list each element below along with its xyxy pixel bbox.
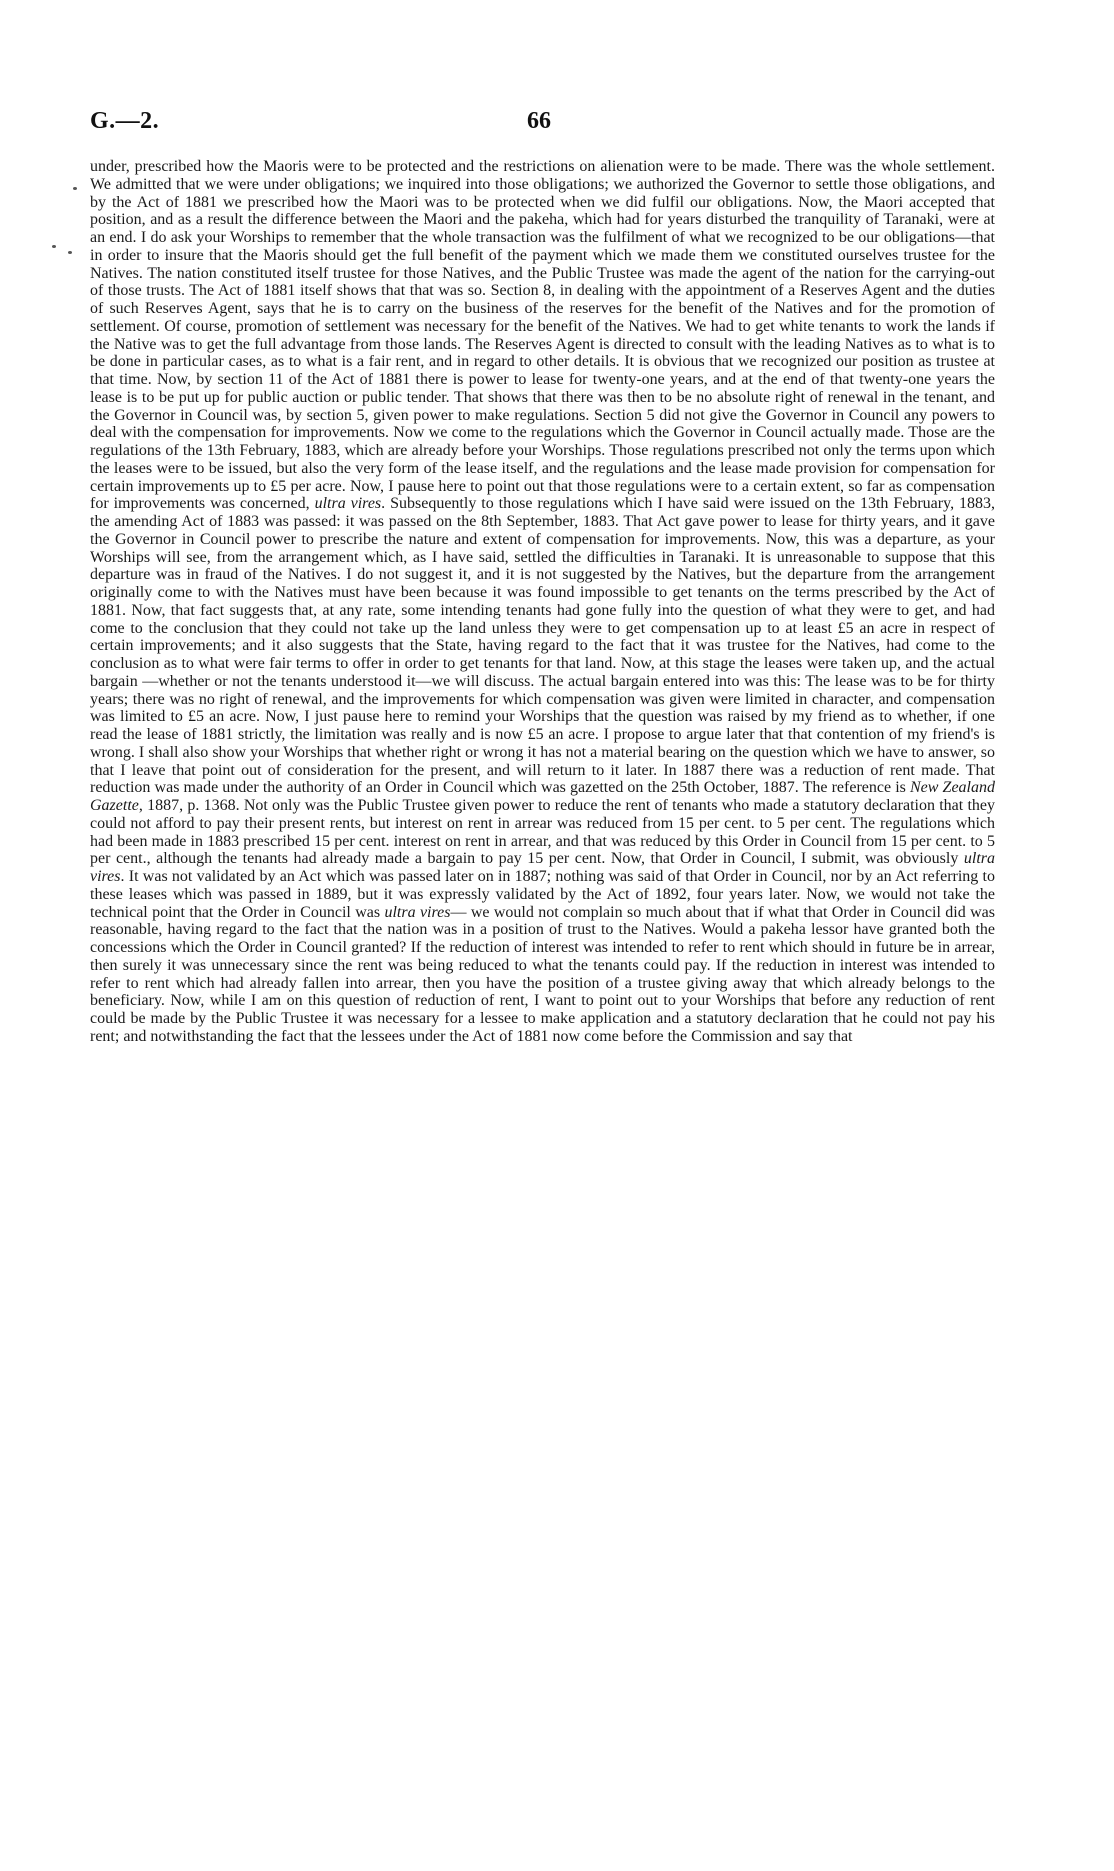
page-header xyxy=(90,108,995,142)
italic-term: ultra vires xyxy=(90,850,995,885)
italic-term: ultra vires xyxy=(384,903,451,921)
margin-speck xyxy=(52,245,56,248)
body-text xyxy=(90,158,995,1046)
text-run: under, prescribed how the Maoris were to be protected and the restrictions on alienation were to be made. There was the whole settlement. We admitted that we were under obligations; we inquired into those obligations; we authorized the Governor to settle those obligations, and by the Act of 1881 we prescribed how the Maori was to be protected when we did fulfil our obligations. Now, the Maori accepted that position, and as a result the difference between the Maori and the pakeha, which had for years disturbed the tranquility of Taranaki, were at an end. I do ask your Worships to remember that the whole transaction was the fulfilment of what we recognized to be our obligations—that in order to insure that the Maoris should get the full benefit of the payment which we made them we constituted ourselves trustee for the Natives. The nation constituted itself trustee for those Natives, and the Public Trustee was made the agent of the nation for the carrying-out of those trusts. The Act of 1881 itself shows that that was so. Section 8, in dealing with the appointment of a Reserves Agent and the duties of such Reserves Agent, says that he is to carry on the business of the reserves for the benefit of the Natives and for the promotion of settlement. Of course, promotion of settlement was necessary for the benefit of the Natives. We had to get white tenants to work the lands if the Native was to get the full advantage from those lands. The Reserves Agent is directed to consult with the leading Natives as to what is to be done in particular cases, as to what is a fair rent, and in regard to other details. It is obvious that we recognized our position as trustee at that time. Now, by section 11 of the Act of 1881 there is power to lease for twenty-one years, and at the end of that twenty-one years the lease is to be put up for public auction or public tender. That shows that there was then to be no absolute right of renewal in the tenant, and the Governor in Council was, by section 5, given power to make regulations. Section 5 did not give the Governor in Council any powers to deal with the compensation for improvements. Now we come to the regulations which the Governor in Council actually made. Those are the regulations of the 13th February, 1883, which are already before your Worships. Those regulations prescribed not only the terms upon which the leases were to be issued, but also the very form of the lease itself, and the regulations and the lease made provision for compensation for certain improvements up to £5 per acre. Now, I pause here to point out that those regulations were to a certain extent, so far as compensation for improvements was concerned, xyxy=(90,158,995,513)
page-number: 66 xyxy=(527,108,551,134)
italic-term: ultra vires xyxy=(314,495,382,513)
text-run: — we would not complain so much about that if what that Order in Council did was reasonable, having regard to the fact that the nation was in a position of trust to the Natives. Would a pakeha lessor have granted both the concessions which the Order in Council granted? If the reduction of interest was intended to refer to rent which should in future be in arrear, then surely it was unnecessary since the rent was being reduced to what the tenants could pay. If the reduction in interest was intended to refer to rent which had already fallen into arrear, then you have the position of a trustee giving away that which already belongs to the beneficiary. Now, while I am on this question of reduction of rent, I want to point out to your Worships that before any reduction of rent could be made by the Public Trustee it was necessary for a lessee to make application and a statutory declaration that he could not pay his rent; and notwithstanding the fact that the lessees under the Act of 1881 now come before the Commission and say that xyxy=(90,903,995,1045)
text-run: , 1887, p. 1368. Not only was the Public Trustee given power to reduce the rent of tenants who made a statutory declaration that they could not afford to pay their present rents, but interest on rent in arrear was reduced from 15 per cent. to 5 per cent. The regulations which had been made in 1883 prescribed 15 per cent. interest on rent in arrear, and that was reduced by this Order in Council from 15 per cent. to 5 per cent., although the tenants had already made a bargain to pay 15 per cent. Now, that Order in Council, I submit, was obviously xyxy=(90,797,995,868)
text-run: . Subsequently to those regulations which I have said were issued on the 13th February, 1883, the amending Act of 1883 was passed: it was passed on the 8th September, 1883. That Act gave power to lease for thirty years, and it gave the Governor in Council power to prescribe the nature and extent of compensation for improvements. Now, this was a departure, as your Worships will see, from the arrangement which, as I have said, settled the difficulties in Taranaki. It is unreasonable to suppose that this departure was in fraud of the Natives. I do not suggest it, and it is not suggested by the Natives, but the departure from the arrangement originally come to with the Natives must have been because it was found impossible to get tenants on the terms prescribed by the Act of 1881. Now, that fact suggests that, at any rate, some intending tenants had gone fully into the question of what they were to get, and had come to the conclusion that they could not take up the land unless they were to get compensation up to at least £5 an acre in respect of certain improvements; and it also suggests that the State, having regard to the fact that it was trustee for the Natives, had come to the conclusion as to what were fair terms to offer in order to get tenants for that land. Now, at this stage the leases were taken up, and the actual bargain —whether or not the tenants understood it—we will discuss. The actual bargain entered into was this: The lease was to be for thirty years; there was no right of renewal, and the improvements for which compensation was given were limited in character, and compensation was limited to £5 an acre. Now, I just pause here to remind your Worships that the question was raised by my friend as to whether, if one read the lease of 1881 strictly, the limitation was really and is now £5 an acre. I propose to argue later that that contention of my friend's is wrong. I shall also show your Worships that whether right or wrong it has not a material bearing on the question which we have to answer, so that I leave that point out of consideration for the present, and will return to it later. In 1887 there was a reduction of rent made. That reduction was made under the authority of an Order in Council which was gazetted on the 25th October, 1887. The reference is xyxy=(90,495,996,797)
document-reference: G.—2. xyxy=(90,108,160,134)
margin-speck xyxy=(68,251,72,254)
margin-speck xyxy=(73,187,77,190)
italic-citation: New Zealand Gazette xyxy=(90,779,996,814)
body-paragraph xyxy=(90,158,995,1046)
text-run: . It was not validated by an Act which was passed later on in 1887; nothing was said of that Order in Council, nor by an Act referring to these leases which was passed in 1889, but it was expressly validated by the Act of 1892, four years later. Now, we would not take the technical point that the Order in Council was xyxy=(90,868,995,921)
